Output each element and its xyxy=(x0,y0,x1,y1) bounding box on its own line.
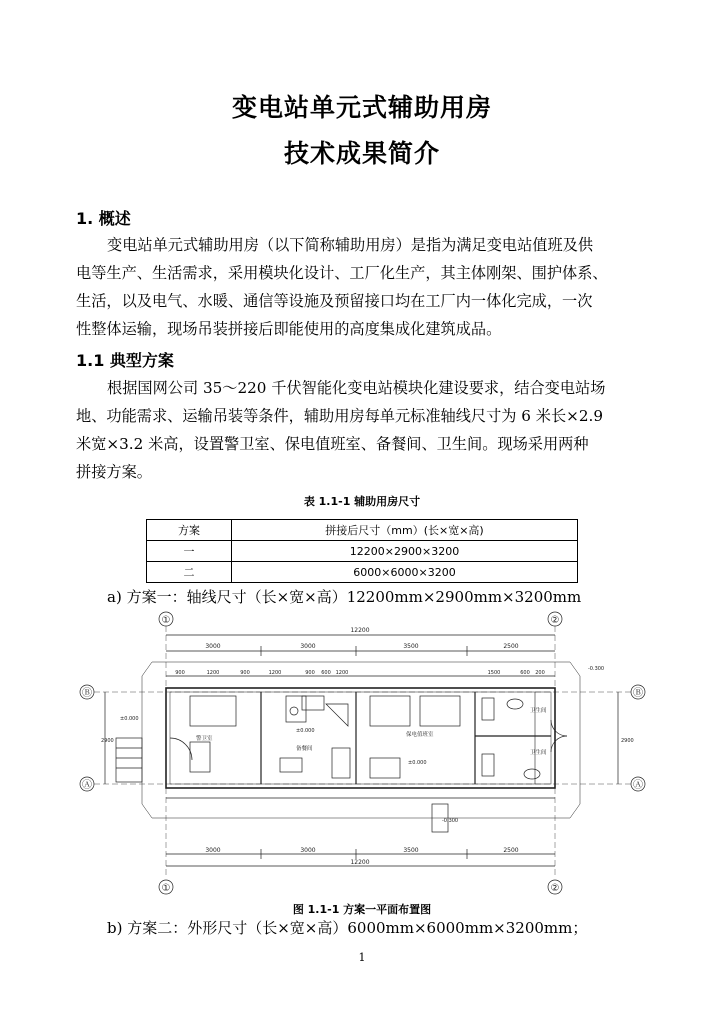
axis-label-1: ① xyxy=(161,615,171,626)
dimension-table xyxy=(146,519,578,583)
dim-detail: 900 xyxy=(305,670,315,676)
paragraph-line: 地、功能需求、运输吊装等条件，辅助用房每单元标准轴线尺寸为 6 米长×2.9 xyxy=(76,407,604,425)
paragraph-line: 变电站单元式辅助用房（以下简称辅助用房）是指为满足变电站值班及供 xyxy=(107,236,593,254)
axis-label-B: Ⓑ xyxy=(633,688,643,699)
paragraph-line: 拼接方案。 xyxy=(76,463,152,481)
dim-segment: 3500 xyxy=(403,847,419,854)
axis-label-A: Ⓐ xyxy=(633,780,643,791)
floor-plan-drawing xyxy=(70,608,660,898)
dim-detail: 600 xyxy=(520,670,530,676)
dim-detail: 600 xyxy=(321,670,331,676)
page-number: 1 xyxy=(358,951,366,964)
table-cell: 一 xyxy=(147,541,232,562)
dim-segment: 3000 xyxy=(300,847,316,854)
room-label-guard: 警卫室 xyxy=(196,736,213,742)
dim-detail: 1200 xyxy=(206,670,220,676)
dim-segment: 2500 xyxy=(503,643,519,650)
dim-detail: 200 xyxy=(535,670,545,676)
level-mark: ±0.000 xyxy=(408,760,427,766)
paragraph-line: 米宽×3.2 米高，设置警卫室、保电值班室、备餐间、卫生间。现场采用两种 xyxy=(76,435,589,453)
section-heading-typical: 1.1 典型方案 xyxy=(76,351,174,370)
level-mark: -0.300 xyxy=(588,666,605,672)
scheme-a-label: a) 方案一：轴线尺寸（长×宽×高）12200mm×2900mm×3200mm xyxy=(107,588,582,606)
dim-vertical-right: 2900 xyxy=(621,738,634,744)
level-mark: -0.300 xyxy=(442,818,459,824)
dim-segment: 3000 xyxy=(205,847,221,854)
paragraph-line: 根据国网公司 35～220 千伏智能化变电站模块化建设要求，结合变电站场 xyxy=(107,379,606,397)
axis-label-2: ② xyxy=(550,883,560,894)
dim-detail: 900 xyxy=(240,670,250,676)
dim-detail: 1500 xyxy=(487,670,501,676)
table-header-cell: 拼接后尺寸（mm）(长×宽×高) xyxy=(232,520,578,541)
level-mark: ±0.000 xyxy=(120,716,139,722)
room-label-duty: 保电值班室 xyxy=(406,732,434,738)
table-header-row xyxy=(147,520,578,541)
document-title-line2: 技术成果简介 xyxy=(283,139,440,168)
document-title-line1: 变电站单元式辅助用房 xyxy=(231,93,492,122)
section-typical-paragraph xyxy=(76,374,650,486)
paragraph-line: 生活，以及电气、水暖、通信等设施及预留接口均在工厂内一体化完成，一次 xyxy=(76,292,593,310)
scheme-b-label: b) 方案二：外形尺寸（长×宽×高）6000mm×6000mm×3200mm； xyxy=(107,919,588,937)
room-label-pantry: 备餐间 xyxy=(296,746,313,752)
dim-detail: 900 xyxy=(175,670,185,676)
axis-label-A: Ⓐ xyxy=(82,780,92,791)
section-overview-paragraph xyxy=(76,231,650,343)
dim-segment: 3500 xyxy=(403,643,419,650)
table-cell: 6000×6000×3200 xyxy=(232,562,578,583)
dim-vertical-left: 2900 xyxy=(101,738,114,744)
level-mark: ±0.000 xyxy=(296,728,315,734)
axis-label-1: ① xyxy=(161,883,171,894)
dim-detail: 1200 xyxy=(268,670,282,676)
room-label-toilet: 卫生间 xyxy=(530,708,547,714)
dim-segment: 3000 xyxy=(300,643,316,650)
paragraph-line: 电等生产、生活需求，采用模块化设计、工厂化生产，其主体刚架、围护体系、 xyxy=(76,264,608,282)
paragraph-line: 性整体运输，现场吊装拼接后即能使用的高度集成化建筑成品。 xyxy=(76,320,502,338)
table-cell: 12200×2900×3200 xyxy=(232,541,578,562)
dim-segment: 3000 xyxy=(205,643,221,650)
table-row xyxy=(147,541,578,562)
axis-label-B: Ⓑ xyxy=(82,688,92,699)
table-header-cell: 方案 xyxy=(147,520,232,541)
table-row xyxy=(147,562,578,583)
section-heading-overview: 1. 概述 xyxy=(76,209,131,228)
figure-caption: 图 1.1-1 方案一平面布置图 xyxy=(292,903,432,916)
dim-total-top: 12200 xyxy=(350,627,370,634)
dim-segment: 2500 xyxy=(503,847,519,854)
table-cell: 二 xyxy=(147,562,232,583)
room-label-toilet: 卫生间 xyxy=(530,750,547,756)
dim-total-bottom: 12200 xyxy=(350,859,370,866)
table-caption: 表 1.1-1 辅助用房尺寸 xyxy=(303,495,421,508)
axis-label-2: ② xyxy=(550,615,560,626)
dim-detail: 1200 xyxy=(335,670,349,676)
